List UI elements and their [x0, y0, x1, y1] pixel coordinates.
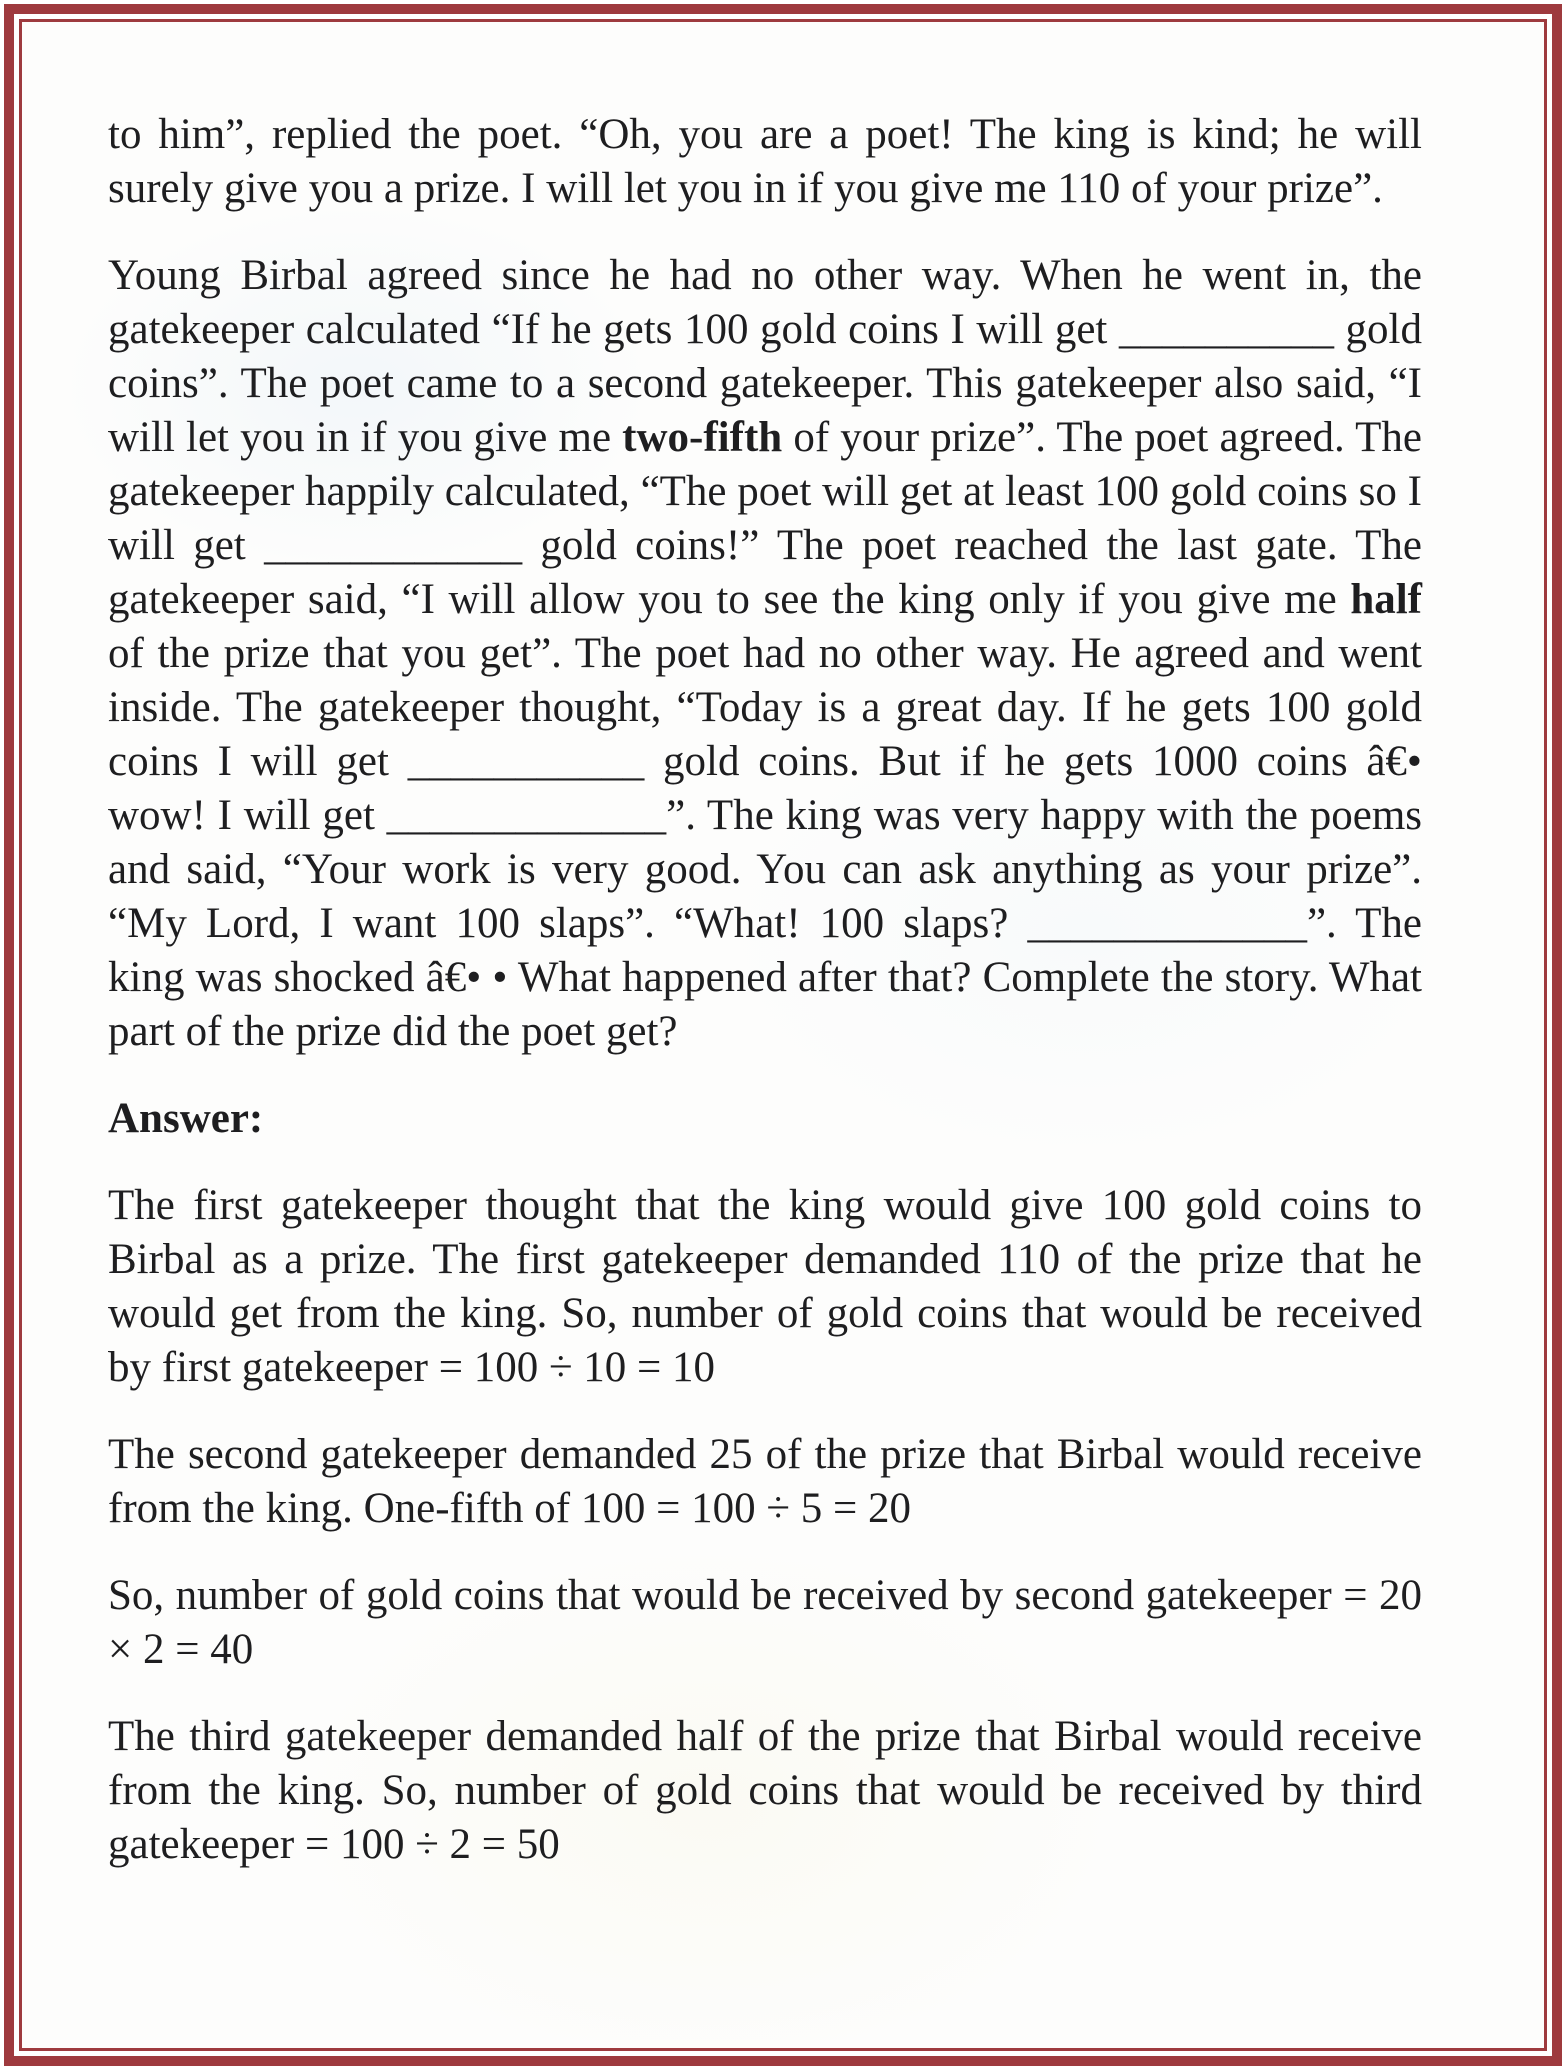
text-segment: Young Birbal agreed since he had no other way. When he went in, the gatekeeper calculated “If he gets 100 gold coins I will get: [108, 252, 1422, 353]
text-segment: gold coins”. The poet came to a second gatekeeper. This gatekeeper also said, “I will let you in if you give me: [108, 306, 1423, 461]
text-segment: gold coins. But if he gets 1000 coins â€• wow! I will get: [108, 738, 1422, 839]
story-paragraph: [108, 1710, 1422, 1872]
page-frame-inner: [19, 19, 1547, 2051]
bold-term: two-fifth: [622, 414, 783, 461]
text-segment: to him”, replied the poet. “Oh, you are a poet! The king is kind; he will surely give you a prize. I will let you in if you give me 110 of your prize”.: [108, 111, 1422, 212]
story-paragraph: [108, 249, 1422, 1059]
fill-in-blank-line: ____________: [264, 522, 523, 569]
story-paragraph: [108, 108, 1422, 216]
fill-in-blank-line: _____________: [386, 792, 667, 839]
text-segment: ”. The king was shocked â€• • What happened after that? Complete the story. What part of the prize did the poet get?: [108, 900, 1422, 1055]
document-body: [108, 108, 1422, 1872]
story-paragraph: [108, 1569, 1422, 1677]
text-segment: The second gatekeeper demanded 25 of the prize that Birbal would receive from the king. One-fifth of 100 = 100 ÷ 5 = 20: [108, 1431, 1422, 1532]
answer-label: Answer:: [108, 1095, 264, 1142]
text-segment: of your prize”. The poet agreed. The gatekeeper happily calculated, “The poet will get at least 100 gold coins so I will get: [108, 414, 1422, 569]
story-paragraph: [108, 1428, 1422, 1536]
story-paragraph: [108, 1179, 1422, 1395]
answer-heading: [108, 1092, 1422, 1146]
fill-in-blank-line: _____________: [1027, 900, 1307, 947]
fill-in-blank-line: ___________: [407, 738, 645, 785]
text-segment: gold coins!” The poet reached the last gate. The gatekeeper said, “I will allow you to see the king only if you give me: [108, 522, 1422, 623]
text-segment: The third gatekeeper demanded half of the prize that Birbal would receive from the king. So, number of gold coins that would be received by third gatekeeper = 100 ÷ 2 = 50: [108, 1713, 1422, 1868]
text-segment: The first gatekeeper thought that the king would give 100 gold coins to Birbal as a prize. The first gatekeeper demanded 110 of the prize that he would get from the king. So, number of gold coins that would be received by first gatekeeper = 100 ÷ 10 = 10: [108, 1182, 1422, 1391]
bold-term: half: [1350, 576, 1422, 623]
text-segment: So, number of gold coins that would be received by second gatekeeper = 20 × 2 = 40: [108, 1572, 1422, 1673]
fill-in-blank-line: __________: [1118, 306, 1334, 353]
page-frame-outer: [4, 4, 1562, 2066]
text-segment: of the prize that you get”. The poet had no other way. He agreed and went inside. The gatekeeper thought, “Today is a great day. If he gets 100 gold coins I will get: [108, 630, 1422, 785]
text-segment: ”. The king was very happy with the poems and said, “Your work is very good. You can ask anything as your prize”. “My Lord, I want 100 slaps”. “What! 100 slaps?: [108, 792, 1422, 947]
